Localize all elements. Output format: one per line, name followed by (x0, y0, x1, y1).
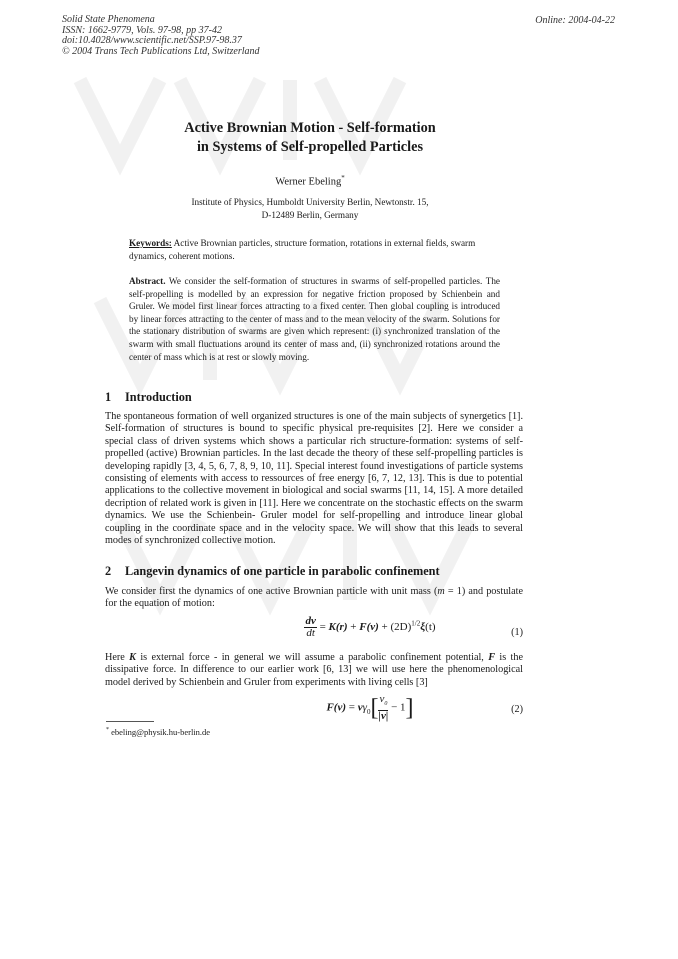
section-1-number: 1 (105, 390, 112, 404)
section-2-title: Langevin dynamics of one particle in parabolic confinement (125, 564, 440, 578)
section-1-heading (105, 390, 192, 405)
author (0, 174, 620, 188)
keywords-text: Active Brownian particles, structure formation, rotations in external fields, swarm dynamics, coherent motions. (129, 238, 476, 261)
eq2-equals: = (345, 701, 358, 714)
eq1-v: (v) (366, 621, 379, 634)
abstract-label: Abstract. (129, 276, 166, 286)
eq2-v0: v (379, 693, 385, 705)
para-1-mass-symbol: m (437, 586, 445, 597)
section-2-paragraph-1 (105, 586, 523, 611)
eq1-numerator: dv (305, 615, 316, 627)
title-line-1: Active Brownian Motion - Self-formation (184, 120, 436, 136)
section-2-heading (105, 564, 440, 579)
eq1-exponent: 1/2 (411, 619, 421, 628)
paper-title (100, 119, 520, 157)
journal-name: Solid State Phenomena (62, 14, 155, 25)
keywords (129, 237, 500, 262)
derivative-fraction (304, 616, 316, 639)
eq2-gamma: γ (362, 701, 367, 714)
eq1-xi: ξ (420, 621, 426, 634)
eq2-lhs: F(v) (326, 701, 346, 714)
eq1-plus-1: + (347, 621, 360, 634)
journal-header (62, 15, 362, 57)
abstract (129, 275, 500, 363)
keywords-label: Keywords: (129, 238, 172, 248)
affiliation (150, 196, 470, 221)
footnote-mark: * (106, 727, 109, 734)
footnote-divider (106, 721, 154, 722)
para-2-F: F (488, 652, 496, 663)
section-2-number: 2 (105, 564, 112, 578)
eq2-denominator: |v| (378, 710, 389, 723)
equation-2 (220, 694, 520, 722)
issn-line: ISSN: 1662-9779, Vols. 97-98, pp 37-42 (62, 24, 222, 36)
eq1-F: F (359, 621, 367, 634)
eq1-t: (t) (425, 621, 436, 634)
abstract-text: We consider the self-formation of structures in swarms of self-propelled particles. The self-propelling is modelled by an expression for negative friction proposed by Schienbein and Gruler. We model first linear forces attracting to a fixed center. Then global coupling is introduced by linear forces attracting to the center of mass and to the mean velocity of the swarm. Solutions for the stationary distribution of swarms are given which represent: (i) synchronized translation of the swarm with small fluctuations around its center of mass and, (ii) synchronized rotations around the center of mass which is at rest or slowly moving. (129, 276, 500, 362)
para-1-text-b: = 1) and postulate for the equation of motion: (105, 586, 523, 610)
affiliation-line-2: D-12489 Berlin, Germany (261, 209, 359, 220)
eq2-fraction (378, 694, 388, 722)
eq1-denominator: dt (306, 627, 315, 639)
equation-1 (220, 616, 520, 639)
eq2-gamma-subscript: 0 (366, 707, 371, 716)
eq2-v: v (357, 701, 363, 714)
left-bracket: [ (370, 695, 379, 722)
footnote (106, 727, 210, 737)
eq2-v0-subscript: 0 (384, 701, 388, 708)
section-2-paragraph-2 (105, 652, 523, 689)
para-2-K: K (129, 652, 136, 663)
equation-2-number: (2) (511, 704, 523, 715)
para-2-text-c: is the dissipative force. In difference to our earlier work [6, 13] we will use here the phenomenological model derived by Schienbein and Gruler from experiments with living cells [3] (105, 652, 523, 688)
eq1-equals: = (316, 621, 329, 634)
title-line-2: in Systems of Self-propelled Particles (196, 139, 424, 155)
affiliation-line-1: Institute of Physics, Humboldt University Berlin, Newtonstr. 15, (191, 197, 429, 207)
copyright-line: © 2004 Trans Tech Publications Ltd, Switzerland (62, 45, 260, 57)
eq2-minus-one: − 1 (388, 701, 406, 714)
footnote-email: ebeling@physik.hu-berlin.de (109, 727, 211, 737)
section-1-title: Introduction (125, 390, 192, 404)
doi-line: doi:10.4028/www.scientific.net/SSP.97-98.37 (62, 35, 242, 46)
section-1-paragraph: The spontaneous formation of well organized structures is one of the main subjects of synergetics [1]. Self-formation of structures is bound to specific physical pre-requisites [2]. Here we consider a special class of driven systems which shows a particular rich structure-formation: systems of self-propelled (active) Brownian particles. In the last decade the theory of these self-propelling particles is developing rapidly [3, 4, 5, 6, 7, 8, 9, 10, 11]. Special interest found investigations of particle systems consisting of elements with access to ressources of free energy [6, 7, 12, 13]. This is due to potential applications to the collective movement in biological and social swarms [11, 14, 15]. A more detailed decription of related work is given in [11]. Here we concentrate on the stochastic effects on the swarm dynamics. We use the Schienbein- Gruler model for self-propelling and introduce linear global coupling in the coordinate space and in the velocity space. We will show that this leads to several modes of synchronized collective motion. (105, 411, 523, 547)
eq1-r: (r) (335, 621, 348, 634)
eq2-numerator (378, 694, 388, 711)
author-footnote-mark: * (341, 174, 345, 182)
right-bracket: ] (405, 695, 414, 722)
equation-1-number: (1) (511, 627, 523, 638)
para-2-text-b: is external force - in general we will assume a parabolic confinement potential, (135, 652, 489, 663)
para-2-text-a: Here (105, 652, 130, 663)
para-1-text-a: We consider first the dynamics of one active Brownian particle with unit mass ( (105, 586, 438, 597)
eq1-K: K (328, 621, 336, 634)
online-date: Online: 2004-04-22 (535, 15, 615, 26)
eq1-plus-2: + (2D) (378, 621, 412, 634)
author-name: Werner Ebeling (275, 176, 342, 188)
